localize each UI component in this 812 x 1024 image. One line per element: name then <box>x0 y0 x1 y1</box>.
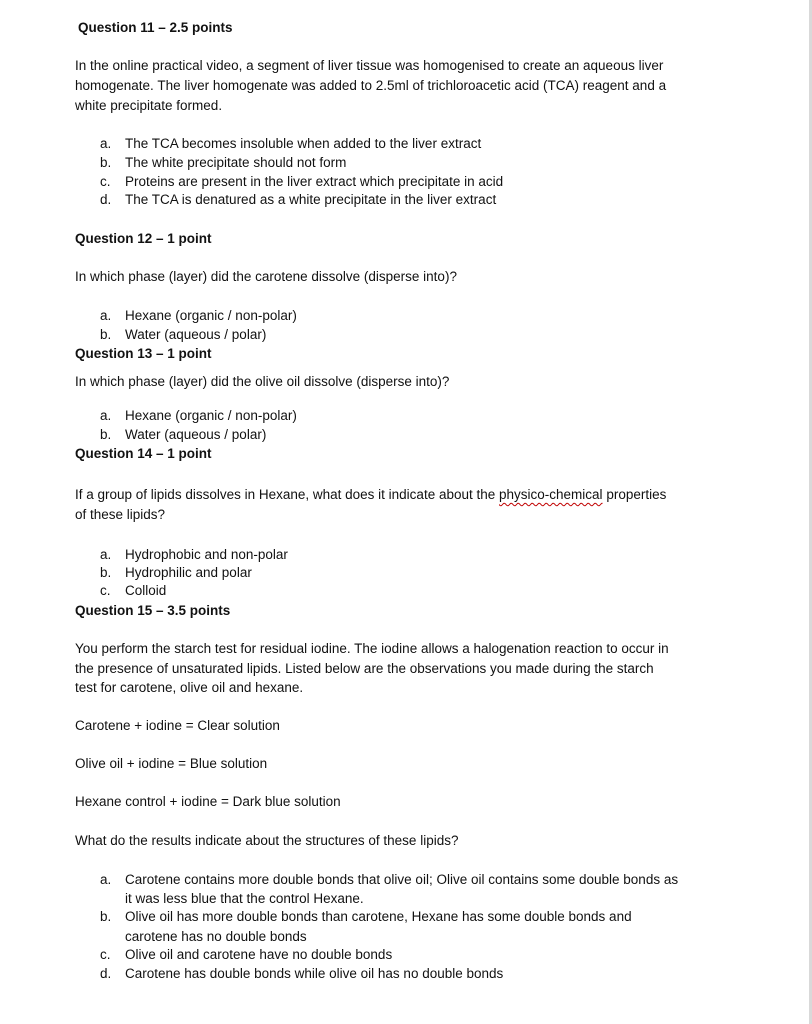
option-text: Hydrophilic and polar <box>125 565 252 580</box>
q11-text-line: white precipitate formed. <box>75 98 223 113</box>
option-text: Hexane (organic / non-polar) <box>125 308 297 323</box>
q14-text-segment: If a group of lipids dissolves in Hexane, what does it indicate about the <box>75 487 500 502</box>
q11-title: Question 11 – 2.5 points <box>78 20 233 35</box>
q15-option-a-continuation: it was less blue that the control Hexane. <box>125 891 364 906</box>
option-letter: b. <box>100 327 112 342</box>
q15-option-d[interactable] <box>100 964 503 984</box>
option-letter: b. <box>100 909 112 924</box>
q15-option-b[interactable] <box>100 907 632 927</box>
option-letter: a. <box>100 547 112 562</box>
q15-question: What do the results indicate about the structures of these lipids? <box>75 833 459 848</box>
q13-option-a[interactable] <box>100 406 297 426</box>
q12-title: Question 12 – 1 point <box>75 231 212 246</box>
option-text: Hexane (organic / non-polar) <box>125 408 297 423</box>
option-text: Colloid <box>125 583 167 598</box>
q15-observation: Olive oil + iodine = Blue solution <box>75 756 268 771</box>
q12-option-a[interactable] <box>100 306 297 326</box>
q14-text-line <box>75 485 666 505</box>
option-letter: c. <box>100 174 111 189</box>
q15-option-c[interactable] <box>100 945 392 965</box>
q11-text-line: homogenate. The liver homogenate was added to 2.5ml of trichloroacetic acid (TCA) reagent and a <box>75 78 667 93</box>
q11-option-d[interactable] <box>100 190 496 210</box>
q11-option-a[interactable] <box>100 134 481 154</box>
spellcheck-flagged-word: physico-chemical <box>499 487 603 502</box>
option-text: Carotene contains more double bonds that olive oil; Olive oil contains some double bonds as <box>125 872 679 887</box>
option-text: Carotene has double bonds while olive oil has no double bonds <box>125 966 504 981</box>
q11-text-line: In the online practical video, a segment of liver tissue was homogenised to create an aqueous liver <box>75 58 664 73</box>
q14-option-a[interactable] <box>100 545 288 565</box>
option-text: Olive oil and carotene have no double bonds <box>125 947 393 962</box>
option-letter: a. <box>100 408 112 423</box>
q14-text-segment: properties <box>602 487 667 502</box>
q11-option-c[interactable] <box>100 172 503 192</box>
q14-option-c[interactable] <box>100 581 166 601</box>
option-text: Water (aqueous / polar) <box>125 427 267 442</box>
q15-option-b-continuation: carotene has no double bonds <box>125 929 307 944</box>
q15-text-line: test for carotene, olive oil and hexane. <box>75 680 304 695</box>
option-text: The TCA is denatured as a white precipitate in the liver extract <box>125 192 497 207</box>
q15-text-line: You perform the starch test for residual iodine. The iodine allows a halogenation reaction to occur in <box>75 641 669 656</box>
q15-text-line: the presence of unsaturated lipids. Listed below are the observations you made during the starch <box>75 661 654 676</box>
q11-option-b[interactable] <box>100 153 346 173</box>
option-text: Proteins are present in the liver extract which precipitate in acid <box>125 174 504 189</box>
option-letter: d. <box>100 966 112 981</box>
q13-option-b[interactable] <box>100 425 266 445</box>
option-text: The white precipitate should not form <box>125 155 347 170</box>
option-text: Olive oil has more double bonds than carotene, Hexane has some double bonds and <box>125 909 632 924</box>
q15-option-a[interactable] <box>100 870 678 890</box>
option-letter: c. <box>100 583 111 598</box>
q13-text-line: In which phase (layer) did the olive oil dissolve (disperse into)? <box>75 374 450 389</box>
option-letter: c. <box>100 947 111 962</box>
option-letter: a. <box>100 308 112 323</box>
option-letter: a. <box>100 872 112 887</box>
option-letter: b. <box>100 155 112 170</box>
option-text: The TCA becomes insoluble when added to the liver extract <box>125 136 482 151</box>
q14-title: Question 14 – 1 point <box>75 446 212 461</box>
option-text: Hydrophobic and non-polar <box>125 547 288 562</box>
q14-option-b[interactable] <box>100 563 252 583</box>
q12-text-line: In which phase (layer) did the carotene dissolve (disperse into)? <box>75 269 457 284</box>
option-letter: d. <box>100 192 112 207</box>
option-letter: b. <box>100 565 112 580</box>
q14-text-line: of these lipids? <box>75 507 166 522</box>
q12-option-b[interactable] <box>100 325 266 345</box>
q15-observation: Hexane control + iodine = Dark blue solution <box>75 794 341 809</box>
q15-observation: Carotene + iodine = Clear solution <box>75 718 280 733</box>
q13-title: Question 13 – 1 point <box>75 346 212 361</box>
q15-title: Question 15 – 3.5 points <box>75 603 231 618</box>
option-letter: a. <box>100 136 112 151</box>
option-letter: b. <box>100 427 112 442</box>
option-text: Water (aqueous / polar) <box>125 327 267 342</box>
